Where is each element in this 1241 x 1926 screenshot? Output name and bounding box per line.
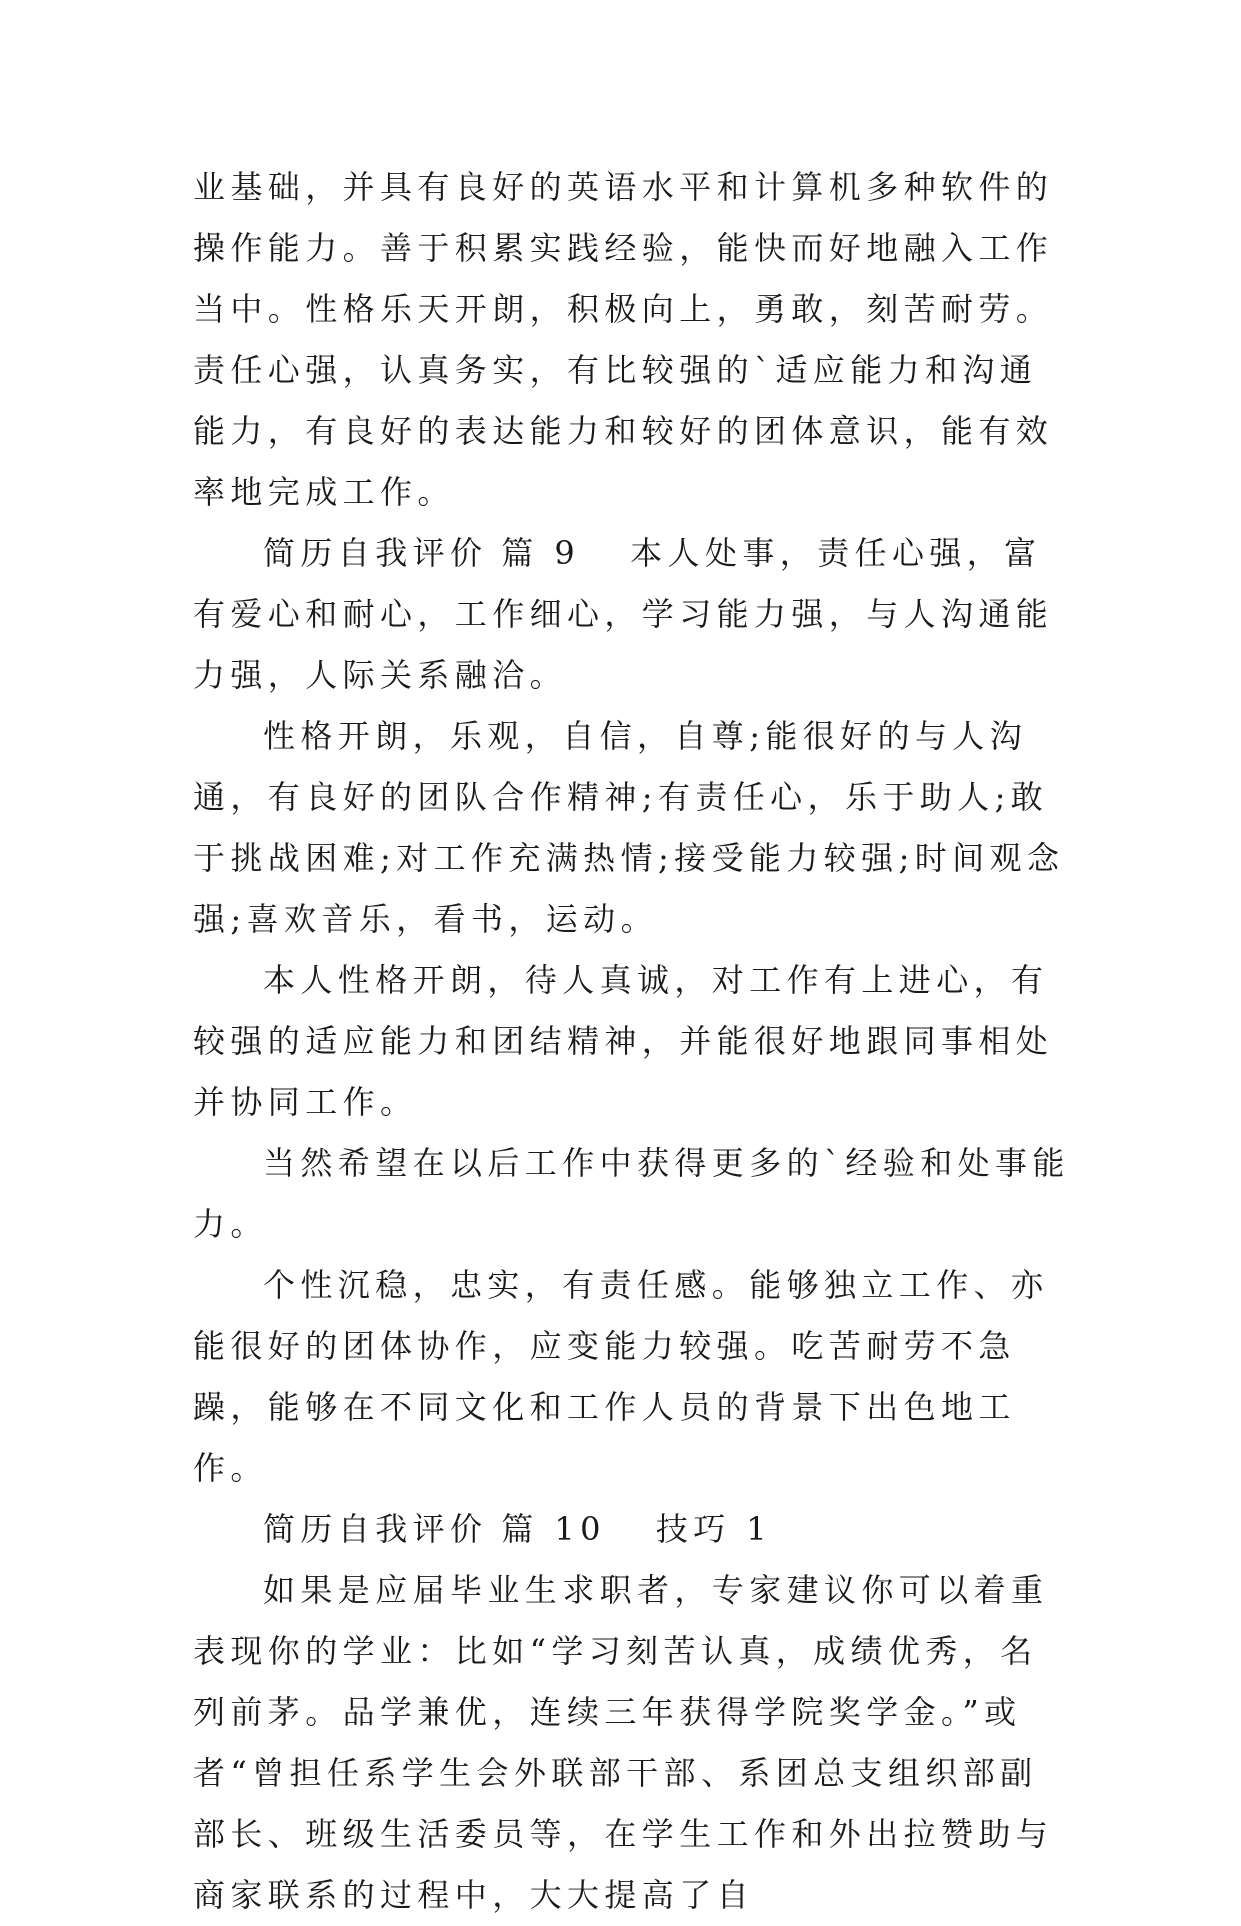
document-body	[193, 157, 1073, 1926]
section-10-title: 简历自我评价	[263, 1510, 488, 1548]
paragraph-personality: 性格开朗，乐观，自信，自尊;能很好的与人沟通，有良好的团队合作精神;有责任心，乐于助人;敢于挑战困难;对工作充满热情;接受能力较强;时间观念强;喜欢音乐，看书，运动。	[193, 717, 1065, 938]
section-10-number: 篇 10	[501, 1510, 606, 1548]
paragraph-skills: 业基础，并具有良好的英语水平和计算机多种软件的操作能力。善于积累实践经验，能快而好地融入工作当中。性格乐天开朗，积极向上，勇敢，刻苦耐劳。责任心强，认真务实，有比较强的`适应能力和沟通能力，有良好的表达能力和较好的团体意识，能有效率地完成工作。	[193, 168, 1054, 511]
section-10-subtitle: 技巧 1	[655, 1510, 773, 1548]
paragraph-graduate-advice: 如果是应届毕业生求职者，专家建议你可以着重表现你的学业：比如“学习刻苦认真，成绩优秀，名列前茅。品学兼优，连续三年获得学院奖学金。”或者“曾担任系学生会外联部干部、系团总支组织部副部长、班级生活委员等，在学生工作和外出拉赞助与商家联系的过程中，大大提高了自	[193, 1571, 1054, 1914]
section-9-text: 本人处事，责任心强，富有爱心和耐心，工作细心，学习能力强，与人沟通能力强，人际关系融洽。	[193, 534, 1054, 694]
paragraph-steady: 个性沉稳，忠实，有责任感。能够独立工作、亦能很好的团体协作，应变能力较强。吃苦耐劳不急躁，能够在不同文化和工作人员的背景下出色地工作。	[193, 1266, 1049, 1487]
section-9-title: 简历自我评价	[263, 534, 488, 572]
paragraph-sincere: 本人性格开朗，待人真诚，对工作有上进心，有较强的适应能力和团结精神，并能很好地跟同事相处并协同工作。	[193, 961, 1054, 1121]
paragraph-hope: 当然希望在以后工作中获得更多的`经验和处事能力。	[193, 1144, 1070, 1243]
section-9-number: 篇 9	[501, 534, 581, 572]
section-10-heading	[193, 1499, 1073, 1560]
section-9-paragraph	[193, 523, 1073, 706]
